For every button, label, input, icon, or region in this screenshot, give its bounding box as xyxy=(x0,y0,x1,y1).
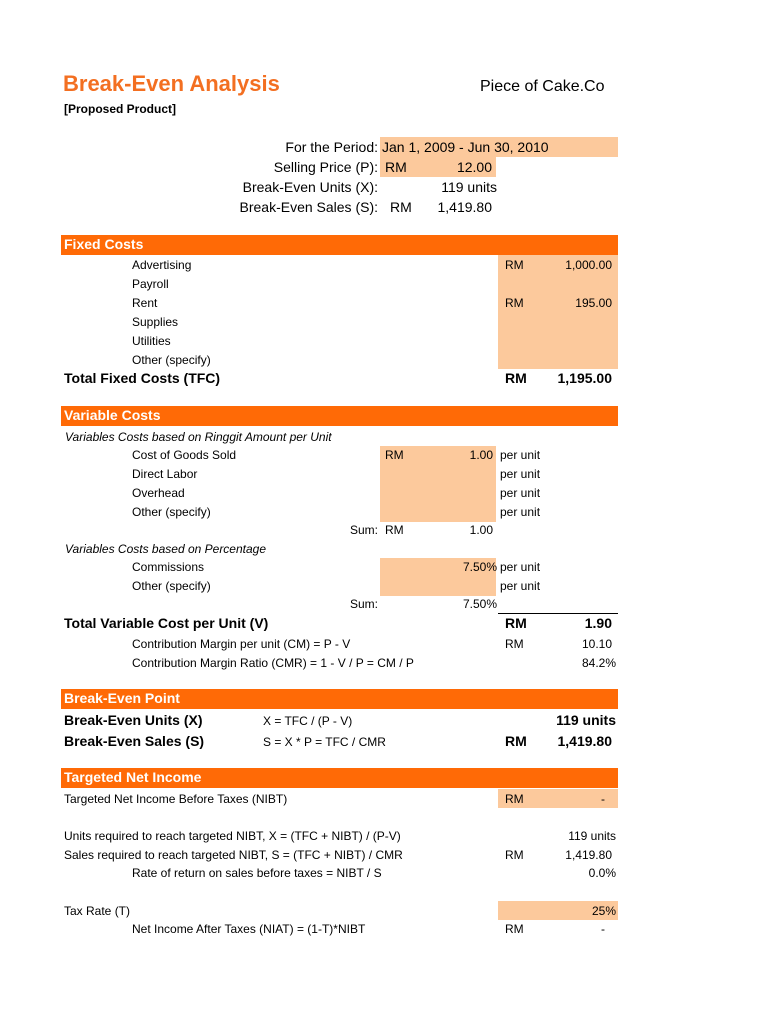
cmr-label: Contribution Margin Ratio (CMR) = 1 - V / P = CM / P xyxy=(132,656,414,670)
fixed-cost-label: Supplies xyxy=(132,315,179,329)
units-required-label: Units required to reach targeted NIBT, X = (TFC + NIBT) / (P-V) xyxy=(64,829,401,843)
units-value: 119 units xyxy=(441,179,497,195)
cmr-value: 84.2% xyxy=(581,656,616,670)
pct-cost-label: Other (specify) xyxy=(132,579,211,593)
variable-cost-currency: RM xyxy=(385,448,404,462)
sales-required-currency: RM xyxy=(505,848,524,862)
niat-label: Net Income After Taxes (NIAT) = (1-T)*NIBT xyxy=(132,922,366,936)
page-subtitle: [Proposed Product] xyxy=(64,102,177,116)
pct-sum-value: 7.50% xyxy=(462,597,497,611)
units-required-value: 119 units xyxy=(568,829,616,843)
variable-cost-label: Cost of Goods Sold xyxy=(132,448,237,462)
fixed-cost-label: Advertising xyxy=(132,258,192,272)
bep-units-formula: X = TFC / (P - V) xyxy=(263,714,353,728)
targeted-income-header: Targeted Net Income xyxy=(61,768,618,788)
bep-sales-label: Break-Even Sales (S) xyxy=(64,733,205,749)
total-fixed-currency: RM xyxy=(505,370,527,386)
variable-cost-value: 1.00 xyxy=(469,448,493,462)
fixed-cost-label: Payroll xyxy=(132,277,169,291)
sales-required-value: 1,419.80 xyxy=(565,848,612,862)
company-name: Piece of Cake.Co xyxy=(480,78,605,95)
sales-required-label: Sales required to reach targeted NIBT, S = (TFC + NIBT) / CMR xyxy=(64,848,403,862)
variable-cost-unit: per unit xyxy=(500,486,541,500)
niat-currency: RM xyxy=(505,922,524,936)
bep-units-label: Break-Even Units (X) xyxy=(64,712,203,728)
fixed-cost-label: Other (specify) xyxy=(132,353,211,367)
variable-cost-unit: per unit xyxy=(500,448,541,462)
break-even-header: Break-Even Point xyxy=(61,689,618,709)
bep-sales-currency: RM xyxy=(505,733,527,749)
bep-units-value: 119 units xyxy=(556,712,616,728)
period-label: For the Period: xyxy=(285,139,378,155)
nibt-value: - xyxy=(601,792,605,806)
fixed-cost-value: 195.00 xyxy=(575,296,612,310)
period-value: Jan 1, 2009 - Jun 30, 2010 xyxy=(382,139,549,155)
nibt-label: Targeted Net Income Before Taxes (NIBT) xyxy=(64,792,288,806)
fixed-cost-value: 1,000.00 xyxy=(565,258,612,272)
ringgit-sum-currency: RM xyxy=(385,523,404,537)
cm-value: 10.10 xyxy=(581,637,612,651)
pct-cost-value: 7.50% xyxy=(462,560,497,574)
sales-value: 1,419.80 xyxy=(437,199,492,215)
variable-cost-label: Overhead xyxy=(132,486,185,500)
sales-currency: RM xyxy=(390,199,412,215)
ringgit-sum-label: Sum: xyxy=(349,523,378,537)
variable-cost-label: Other (specify) xyxy=(132,505,211,519)
sales-label: Break-Even Sales (S): xyxy=(239,199,378,215)
pct-cost-unit: per unit xyxy=(500,579,541,593)
cm-label: Contribution Margin per unit (CM) = P - V xyxy=(132,637,351,651)
total-fixed-value: 1,195.00 xyxy=(557,370,612,386)
fixed-cost-label: Utilities xyxy=(132,334,171,348)
ringgit-note: Variables Costs based on Ringgit Amount per Unit xyxy=(65,430,332,444)
fixed-costs-header: Fixed Costs xyxy=(61,235,618,255)
total-variable-line xyxy=(498,613,618,614)
fixed-costs-input-column[interactable] xyxy=(498,255,618,369)
price-value: 12.00 xyxy=(456,159,492,175)
ringgit-sum-value: 1.00 xyxy=(469,523,493,537)
variable-costs-header: Variable Costs xyxy=(61,406,618,426)
total-variable-currency: RM xyxy=(505,615,527,631)
page-title: Break-Even Analysis xyxy=(63,71,280,96)
variable-cost-unit: per unit xyxy=(500,505,541,519)
bep-sales-formula: S = X * P = TFC / CMR xyxy=(263,735,386,749)
percentage-note: Variables Costs based on Percentage xyxy=(65,542,267,556)
variable-cost-unit: per unit xyxy=(500,467,541,481)
bep-sales-value: 1,419.80 xyxy=(557,733,612,749)
variable-cost-label: Direct Labor xyxy=(132,467,198,481)
price-currency: RM xyxy=(385,159,407,175)
cm-currency: RM xyxy=(505,637,524,651)
price-label: Selling Price (P): xyxy=(273,159,378,175)
units-label: Break-Even Units (X): xyxy=(242,179,378,195)
ror-label: Rate of return on sales before taxes = NIBT / S xyxy=(132,866,382,880)
ror-value: 0.0% xyxy=(588,866,616,880)
total-variable-value: 1.90 xyxy=(584,615,612,631)
fixed-cost-currency: RM xyxy=(505,258,524,272)
nibt-currency: RM xyxy=(505,792,524,806)
tax-rate-label: Tax Rate (T) xyxy=(64,904,131,918)
fixed-cost-currency: RM xyxy=(505,296,524,310)
pct-sum-label: Sum: xyxy=(349,597,378,611)
pct-cost-unit: per unit xyxy=(500,560,541,574)
niat-value: - xyxy=(601,922,605,936)
pct-cost-label: Commissions xyxy=(132,560,205,574)
total-variable-label: Total Variable Cost per Unit (V) xyxy=(64,615,269,631)
fixed-cost-label: Rent xyxy=(132,296,158,310)
tax-rate-value: 25% xyxy=(591,904,616,918)
total-fixed-label: Total Fixed Costs (TFC) xyxy=(64,370,221,386)
